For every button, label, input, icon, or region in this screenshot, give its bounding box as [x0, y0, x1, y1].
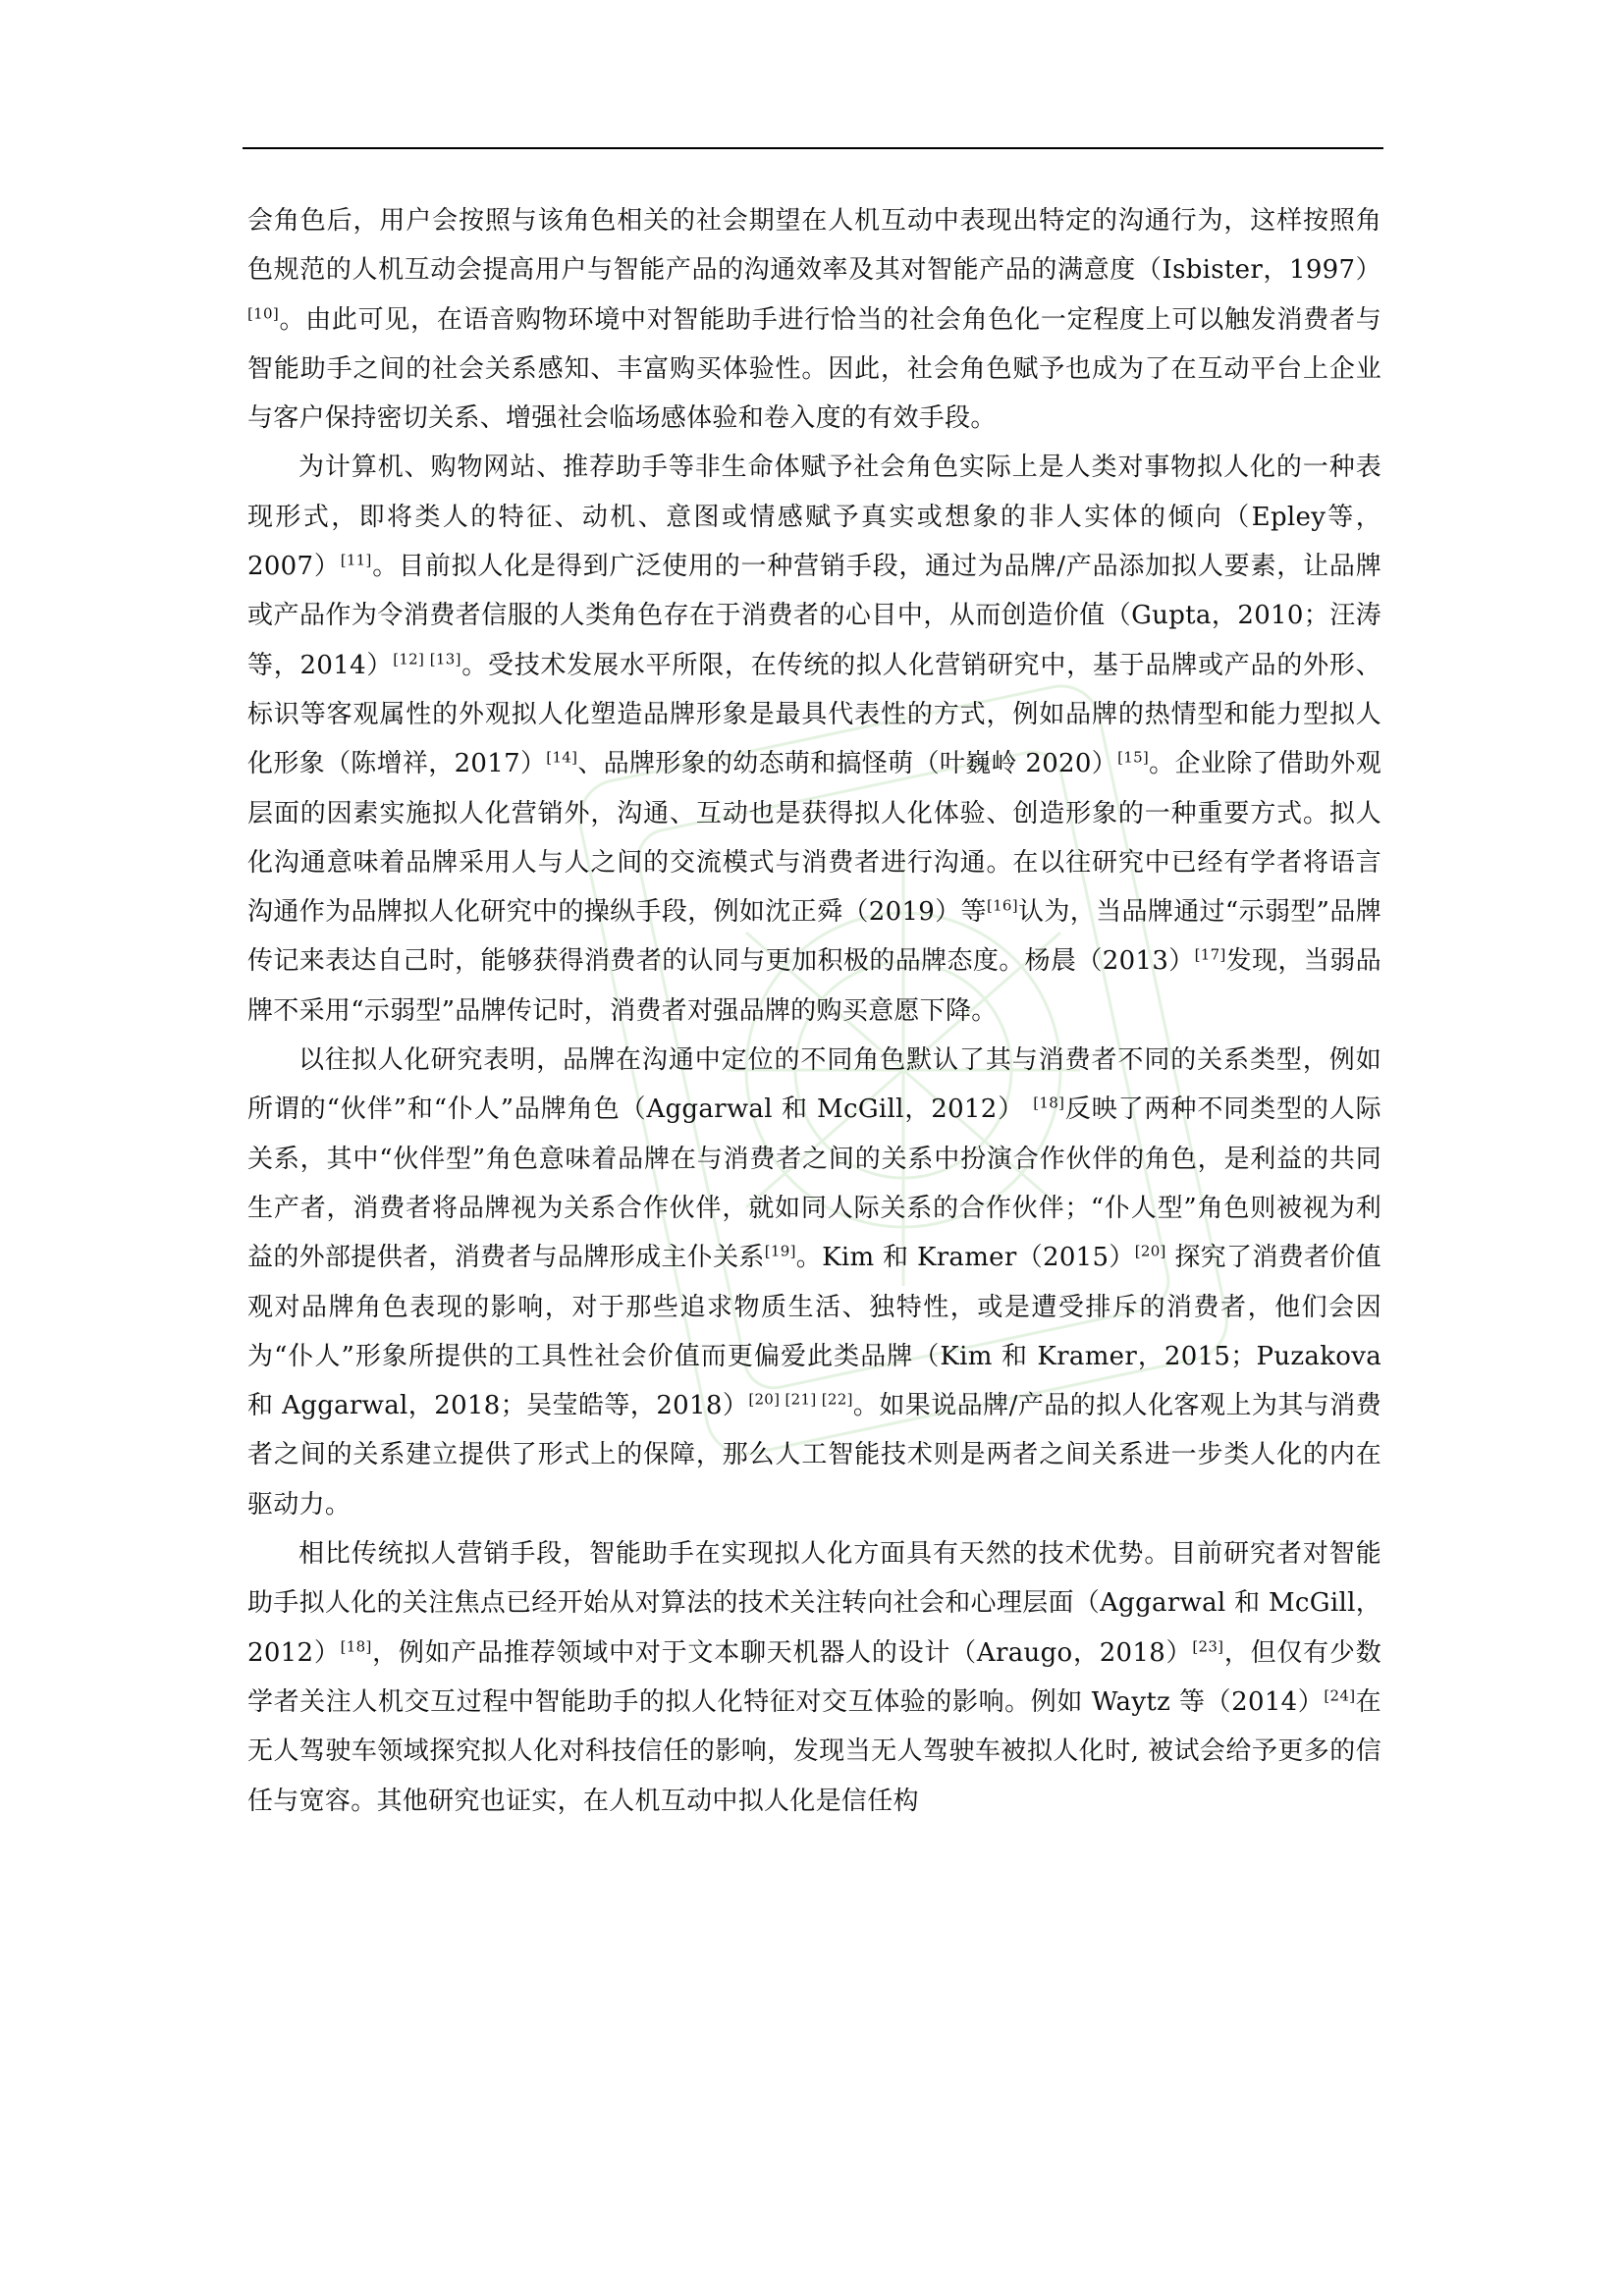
- paragraph-text: 。如果说品牌/产品的拟人化客观上为其与消费者之间的关系建立提供了形式上的保障，那么人工智能技术则是两者之间关系进一步类人化的内在驱动力。: [247, 1391, 1382, 1520]
- citation-ref: [10]: [247, 303, 279, 322]
- citation-ref: [12] [13]: [393, 650, 461, 668]
- paragraph-p2: [247, 443, 1381, 1036]
- paragraph-text: 。Kim 和 Kramer（2015）: [795, 1243, 1135, 1273]
- citation-ref: [11]: [340, 551, 372, 569]
- paragraph-text: 相比传统拟人营销手段，智能助手在实现拟人化方面具有天然的技术优势。目前研究者对智能助手拟人化的关注焦点已经开始从对算法的技术关注转向社会和心理层面（Aggarwal 和 McGill，2012）: [247, 1539, 1381, 1668]
- paragraph-text: 会角色后，用户会按照与该角色相关的社会期望在人机互动中表现出特定的沟通行为，这样按照角色规范的人机互动会提高用户与智能产品的沟通效率及其对智能产品的满意度（Isbister，1997）: [247, 206, 1381, 286]
- citation-ref: [15]: [1117, 748, 1150, 767]
- paragraph-text: 在无人驾驶车领域探究拟人化对科技信任的影响，发现当无人驾驶车被拟人化时, 被试会给予更多的信任与宽容。其他研究也证实，在人机互动中拟人化是信任构: [247, 1686, 1381, 1816]
- citation-ref: [18]: [1033, 1094, 1065, 1112]
- paragraph-text: 。由此可见，在语音购物环境中对智能助手进行恰当的社会角色化一定程度上可以触发消费者与智能助手之间的社会关系感知、丰富购买体验性。因此，社会角色赋予也成为了在互动平台上企业与客户保持密切关系、增强社会临场感体验和卷入度的有效手段。: [247, 304, 1381, 434]
- paragraph-text: 发现，当弱品牌不采用“示弱型”品牌传记时，消费者对强品牌的购买意愿下降。: [247, 946, 1381, 1026]
- citation-ref: [24]: [1324, 1686, 1356, 1705]
- paragraph-text: ，但仅有少数学者关注人机交互过程中智能助手的拟人化特征对交互体验的影响。例如 Waytz 等（2014）: [247, 1637, 1381, 1717]
- citation-ref: [14]: [546, 748, 578, 767]
- paragraph-text: 为计算机、购物网站、推荐助手等非生命体赋予社会角色实际上是人类对事物拟人化的一种表现形式，即将类人的特征、动机、意图或情感赋予真实或想象的非人实体的倾向（Epley等，2007）: [247, 453, 1381, 582]
- paragraph-p1: [247, 196, 1381, 443]
- paragraph-p3: [247, 1036, 1381, 1529]
- paragraph-p4: [247, 1529, 1381, 1826]
- citation-ref: [17]: [1194, 945, 1226, 964]
- paragraph-text: 、品牌形象的幼态萌和搞怪萌（叶巍岭 2020）: [577, 749, 1118, 779]
- citation-ref: [19]: [764, 1242, 796, 1260]
- paragraph-text: 。企业除了借助外观层面的因素实施拟人化营销外，沟通、互动也是获得拟人化体验、创造形象的一种重要方式。拟人化沟通意味着品牌采用人与人之间的交流模式与消费者进行沟通。在以往研究中已经有学者将语言沟通作为品牌拟人化研究中的操纵手段，例如沈正舜（2019）等: [247, 749, 1381, 928]
- header-rule: [243, 147, 1383, 149]
- citation-ref: [23]: [1192, 1636, 1224, 1655]
- citation-ref: [18]: [340, 1636, 372, 1655]
- paragraph-text: 以往拟人化研究表明，品牌在沟通中定位的不同角色默认了其与消费者不同的关系类型，例如所谓的“伙伴”和“仆人”品牌角色（Aggarwal 和 McGill，2012）: [247, 1045, 1381, 1125]
- paragraph-text: 反映了两种不同类型的人际关系，其中“伙伴型”角色意味着品牌在与消费者之间的关系中扮演合作伙伴的角色，是利益的共同生产者，消费者将品牌视为关系合作伙伴，就如同人际关系的合作伙伴；“仆人型”角色则被视为利益的外部提供者，消费者与品牌形成主仆关系: [247, 1095, 1381, 1273]
- citation-ref: [16]: [986, 896, 1018, 915]
- paragraph-text: ，例如产品推荐领域中对于文本聊天机器人的设计（Araugo，2018）: [371, 1637, 1193, 1668]
- citation-ref: [20]: [1134, 1242, 1166, 1260]
- paragraph-text: 。受技术发展水平所限，在传统的拟人化营销研究中，基于品牌或产品的外形、标识等客观属性的外观拟人化塑造品牌形象是最具代表性的方式，例如品牌的热情型和能力型拟人化形象（陈增祥，2017）: [247, 650, 1381, 779]
- body-text: [247, 196, 1381, 1826]
- citation-ref: [20] [21] [22]: [748, 1390, 853, 1409]
- paragraph-text: 探究了消费者价值观对品牌角色表现的影响，对于那些追求物质生活、独特性，或是遭受排斥的消费者，他们会因为“仆人”形象所提供的工具性社会价值而更偏爱此类品牌（Kim 和 Kramer，2015；Puzakova 和 Aggarwal，2018；吴莹皓等，2018）: [247, 1243, 1381, 1421]
- paragraph-text: 。目前拟人化是得到广泛使用的一种营销手段，通过为品牌/产品添加拟人要素，让品牌或产品作为令消费者信服的人类角色存在于消费者的心目中，从而创造价值（Gupta，2010；汪涛等，2014）: [247, 552, 1381, 680]
- paragraph-text: 认为，当品牌通过“示弱型”品牌传记来表达自己时，能够获得消费者的认同与更加积极的品牌态度。杨晨（2013）: [247, 897, 1381, 977]
